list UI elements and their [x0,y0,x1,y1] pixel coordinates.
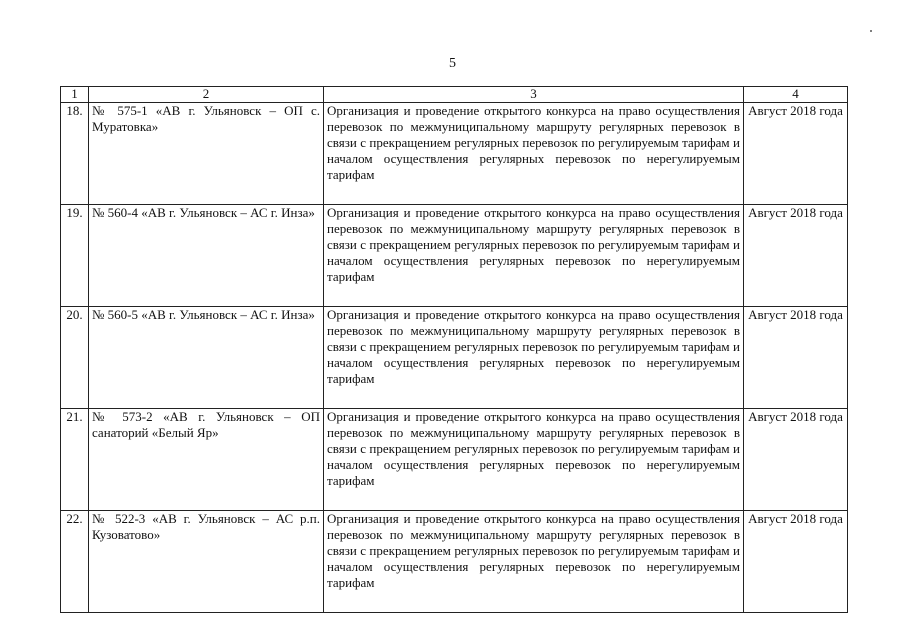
schedule-table [60,86,848,613]
column-number-row [61,87,848,103]
row-number: 22. [61,511,89,613]
row-number: 19. [61,205,89,307]
column-number-2: 2 [89,87,324,103]
table-row [61,511,848,613]
table-row [61,205,848,307]
period: Август 2018 года [744,511,848,613]
route-name: № 573-2 «АВ г. Ульяновск – ОП санаторий «Белый Яр» [89,409,324,511]
scan-speck [870,30,872,32]
page-number: 5 [449,56,456,71]
period: Август 2018 года [744,103,848,205]
row-number: 21. [61,409,89,511]
route-name: № 560-4 «АВ г. Ульяновск – АС г. Инза» [89,205,324,307]
row-number: 18. [61,103,89,205]
period: Август 2018 года [744,307,848,409]
activity-description: Организация и проведение открытого конкурса на право осуществления перевозок по межмуниципальному маршруту регулярных перевозок в связи с прекращением регулярных перевозок по регулируемым тарифам и началом осуществления регулярных перевозок по нерегулируемым тарифам [324,103,744,205]
period: Август 2018 года [744,205,848,307]
route-name: № 560-5 «АВ г. Ульяновск – АС г. Инза» [89,307,324,409]
route-name: № 522-3 «АВ г. Ульяновск – АС р.п. Кузоватово» [89,511,324,613]
table-row [61,103,848,205]
activity-description: Организация и проведение открытого конкурса на право осуществления перевозок по межмуниципальному маршруту регулярных перевозок в связи с прекращением регулярных перевозок по регулируемым тарифам и началом осуществления регулярных перевозок по нерегулируемым тарифам [324,409,744,511]
column-number-3: 3 [324,87,744,103]
activity-description: Организация и проведение открытого конкурса на право осуществления перевозок по межмуниципальному маршруту регулярных перевозок в связи с прекращением регулярных перевозок по регулируемым тарифам и началом осуществления регулярных перевозок по нерегулируемым тарифам [324,307,744,409]
column-number-1: 1 [61,87,89,103]
activity-description: Организация и проведение открытого конкурса на право осуществления перевозок по межмуниципальному маршруту регулярных перевозок в связи с прекращением регулярных перевозок по регулируемым тарифам и началом осуществления регулярных перевозок по нерегулируемым тарифам [324,511,744,613]
column-number-4: 4 [744,87,848,103]
period: Август 2018 года [744,409,848,511]
row-number: 20. [61,307,89,409]
table-row [61,307,848,409]
activity-description: Организация и проведение открытого конкурса на право осуществления перевозок по межмуниципальному маршруту регулярных перевозок в связи с прекращением регулярных перевозок по регулируемым тарифам и началом осуществления регулярных перевозок по нерегулируемым тарифам [324,205,744,307]
table-row [61,409,848,511]
route-name: № 575-1 «АВ г. Ульяновск – ОП с. Муратовка» [89,103,324,205]
